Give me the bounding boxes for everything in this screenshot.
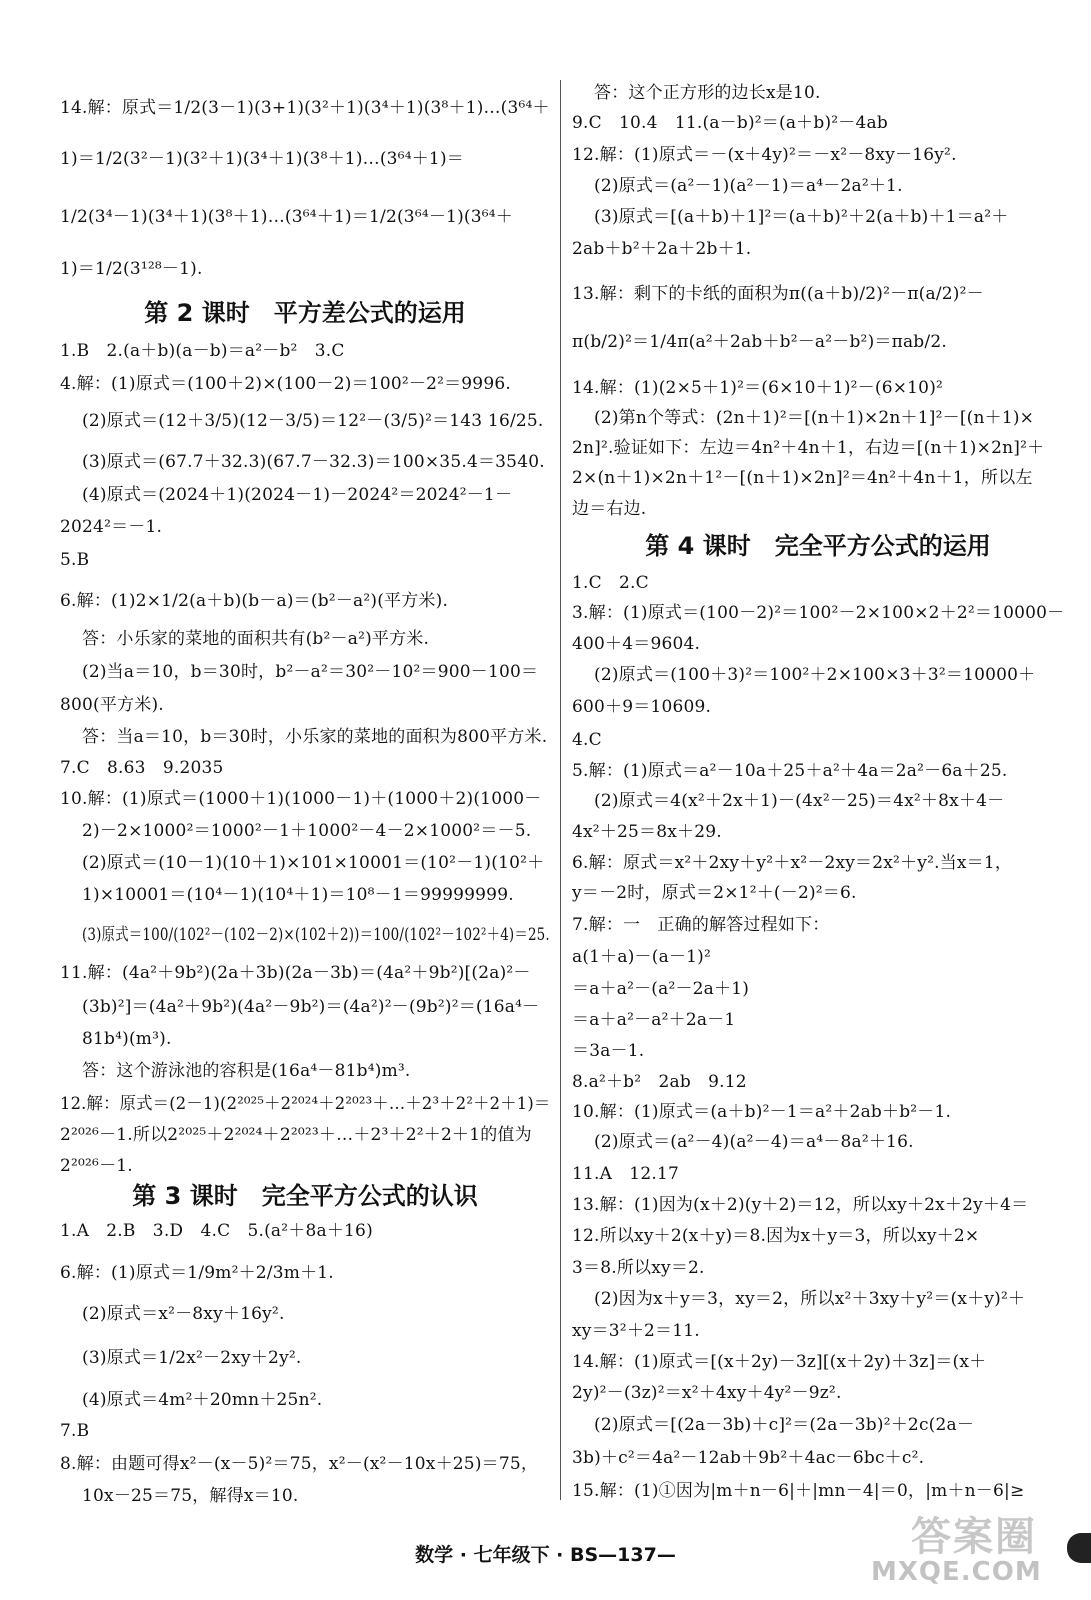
answer-line: 10.解：(1)原式＝(a＋b)²－1＝a²＋2ab＋b²－1. <box>572 1102 952 1122</box>
answer-line: 答：小乐家的菜地的面积共有(b²－a²)平方米. <box>82 629 430 649</box>
watermark-url: MXQE.COM <box>871 1557 1042 1587</box>
answer-line: 4.解：(1)原式＝(100＋2)×(100－2)＝100²－2²＝9996. <box>60 374 511 394</box>
answer-line: 8.解：由题可得x²－(x－5)²＝75，x²－(x²－10x＋25)＝75， <box>60 1454 539 1474</box>
answer-line: 3＝8.所以xy＝2. <box>572 1258 705 1278</box>
answer-line: (2)原式＝[(2a－3b)＋c]²＝(2a－3b)²＋2c(2a－ <box>594 1415 975 1435</box>
watermark <box>871 1505 1061 1595</box>
right-column <box>572 0 1064 1540</box>
answer-line: 8.a²＋b² 2ab 9.12 <box>572 1072 747 1092</box>
answer-line: 81b⁴)(m³). <box>82 1029 172 1049</box>
answer-line: 1.B 2.(a＋b)(a－b)＝a²－b² 3.C <box>60 341 345 361</box>
answer-line: (2)第n个等式：(2n＋1)²＝[(n＋1)×2n＋1]²－[(n＋1)× <box>594 408 1035 428</box>
answer-line: (3)原式＝(67.7＋32.3)(67.7－32.3)＝100×35.4＝3540. <box>82 452 545 472</box>
answer-line: 15.解：(1)①因为|m＋n－6|＋|mn－4|＝0，|m＋n－6|≥ <box>572 1481 1025 1501</box>
answer-line: (2)原式＝(a²－4)(a²－4)＝a⁴－8a²＋16. <box>594 1132 914 1152</box>
answer-line: ＝a＋a²－(a²－2a＋1) <box>572 979 750 999</box>
answer-line: 12.解：原式＝(2－1)(2²⁰²⁵＋2²⁰²⁴＋2²⁰²³＋…＋2³＋2²＋2＋1)＝ <box>60 1094 551 1114</box>
answer-line: 6.解：原式＝x²＋2xy＋y²＋x²－2xy＝2x²＋y².当x＝1， <box>572 853 1013 873</box>
answer-line: ＝a＋a²－a²＋2a－1 <box>572 1010 736 1030</box>
answer-line: 2²⁰²⁶－1. <box>60 1156 133 1176</box>
answer-line: 2024²＝－1. <box>60 517 163 537</box>
answer-line: 2y)²－(3z)²＝x²＋4xy＋4y²－9z². <box>572 1383 842 1403</box>
answer-line: 边＝右边. <box>572 499 647 519</box>
answer-line: 1.C 2.C <box>572 573 649 593</box>
answer-line: 7.C 8.63 9.2035 <box>60 758 224 778</box>
answer-line: 2n]².验证如下：左边＝4n²＋4n＋1，右边＝[(n＋1)×2n]²＋ <box>572 438 1045 458</box>
answer-line: 7.B <box>60 1421 90 1441</box>
corner-tab-icon <box>1067 1533 1091 1563</box>
answer-line: 答：当a＝10，b＝30时，小乐家的菜地的面积为800平方米. <box>82 727 548 747</box>
answer-line: (3b)²]＝(4a²＋9b²)(4a²－9b²)＝(4a²)²－(9b²)²＝(16a⁴－ <box>82 997 540 1017</box>
answer-line: 答：这个游泳池的容积是(16a⁴－81b⁴)m³. <box>82 1061 411 1081</box>
answer-line: 1)×10001＝(10⁴－1)(10⁴＋1)＝10⁸－1＝99999999. <box>82 885 514 905</box>
answer-line: 13.解：(1)因为(x＋2)(y＋2)＝12，所以xy＋2x＋2y＋4＝ <box>572 1195 1029 1215</box>
answer-line: (2)当a＝10，b＝30时，b²－a²＝30²－10²＝900－100＝ <box>82 662 539 682</box>
answer-line: 5.解：(1)原式＝a²－10a＋25＋a²＋4a＝2a²－6a＋25. <box>572 761 1008 781</box>
page-footer: 数学 · 七年级下 · BS—137— <box>415 1544 676 1566</box>
answer-line: 12.解：(1)原式＝－(x＋4y)²＝－x²－8xy－16y². <box>572 145 957 165</box>
answer-line: 2²⁰²⁶－1.所以2²⁰²⁵＋2²⁰²⁴＋2²⁰²³＋…＋2³＋2²＋2＋1的值为 <box>60 1125 532 1145</box>
answer-line: xy＝3²＋2＝11. <box>572 1321 700 1341</box>
answer-line: (2)原式＝(a²－1)(a²－1)＝a⁴－2a²＋1. <box>594 176 903 196</box>
answer-line: 14.解：(1)原式＝[(x＋2y)－3z][(x＋2y)＋3z]＝(x＋ <box>572 1352 987 1372</box>
answer-line: 4.C <box>572 730 602 750</box>
answer-line: 1.A 2.B 3.D 4.C 5.(a²＋8a＋16) <box>60 1221 373 1241</box>
answer-line: (2)原式＝(100＋3)²＝100²＋2×100×3＋3²＝10000＋ <box>594 665 1036 685</box>
answer-line: 400＋4＝9604. <box>572 634 701 654</box>
section-heading-lesson-3: 第 3 课时 完全平方公式的认识 <box>132 1182 478 1210</box>
answer-line: 6.解：(1)2×1/2(a＋b)(b－a)＝(b²－a²)(平方米). <box>60 591 449 611</box>
answer-line: 14.解：原式＝1/2(3－1)(3+1)(3²＋1)(3⁴＋1)(3⁸＋1)…(3⁶⁴＋ <box>60 98 550 118</box>
answer-line: (3)原式＝1/2x²－2xy＋2y². <box>82 1348 302 1368</box>
answer-line: (4)原式＝(2024＋1)(2024－1)－2024²＝2024²－1－ <box>82 485 513 505</box>
answer-line: 5.B <box>60 550 90 570</box>
answer-line: (3)原式＝100/(102²－(102－2)×(102＋2))＝100/(102²－102²＋4)＝25. <box>82 925 550 945</box>
answer-line: (2)原式＝(12＋3/5)(12－3/5)＝12²－(3/5)²＝143 16/25. <box>82 411 544 431</box>
answer-line: (4)原式＝4m²＋20mn＋25n². <box>82 1390 323 1410</box>
answer-line: 600＋9＝10609. <box>572 697 712 717</box>
answer-line: y＝－2时，原式＝2×1²＋(－2)²＝6. <box>572 883 857 903</box>
answer-line: 1)＝1/2(3¹²⁸－1). <box>60 259 203 279</box>
answer-line: 13.解：剩下的卡纸的面积为π((a＋b)/2)²－π(a/2)²－ <box>572 284 984 304</box>
answer-line: 1/2(3⁴－1)(3⁴＋1)(3⁸＋1)…(3⁶⁴＋1)＝1/2(3⁶⁴－1)(3⁶⁴＋ <box>60 207 513 227</box>
answer-line: (2)原式＝4(x²＋2x＋1)－(4x²－25)＝4x²＋8x＋4－ <box>594 791 1005 811</box>
answer-line: 4x²＋25＝8x＋29. <box>572 822 722 842</box>
watermark-logo: 答案圈 <box>911 1514 1037 1560</box>
answer-line: 11.A 12.17 <box>572 1164 679 1184</box>
answer-line: 答：这个正方形的边长x是10. <box>594 83 821 103</box>
answer-line: 2×(n＋1)×2n＋1²－[(n＋1)×2n]²＝4n²＋4n＋1，所以左 <box>572 468 1033 488</box>
answer-line: (3)原式＝[(a＋b)＋1]²＝(a＋b)²＋2(a＋b)＋1＝a²＋ <box>594 207 1009 227</box>
answer-line: 14.解：(1)(2×5＋1)²＝(6×10＋1)²－(6×10)² <box>572 378 944 398</box>
column-divider <box>560 80 561 1500</box>
answer-line: 3b)＋c²＝4a²－12ab＋9b²＋4ac－6bc＋c². <box>572 1448 925 1468</box>
answer-line: 2)－2×1000²＝1000²－1＋1000²－4－2×1000²＝－5. <box>82 821 532 841</box>
answer-line: 10x－25＝75，解得x＝10. <box>82 1486 299 1506</box>
answer-line: 9.C 10.4 11.(a－b)²＝(a＋b)²－4ab <box>572 113 888 133</box>
answer-line: 11.解：(4a²＋9b²)(2a＋3b)(2a－3b)＝(4a²＋9b²)[(2a)²－ <box>60 963 531 983</box>
answer-line: 12.所以xy＋2(x＋y)＝8.因为x＋y＝3，所以xy＋2× <box>572 1226 980 1246</box>
answer-line: ＝3a－1. <box>572 1041 645 1061</box>
answer-line: 2ab＋b²＋2a＋2b＋1. <box>572 239 752 259</box>
answer-line: π(b/2)²＝1/4π(a²＋2ab＋b²－a²－b²)＝πab/2. <box>572 332 947 352</box>
answer-line: 7.解：一 正确的解答过程如下： <box>572 915 830 935</box>
section-heading-lesson-2: 第 2 课时 平方差公式的运用 <box>144 299 466 327</box>
answer-line: 3.解：(1)原式＝(100－2)²＝100²－2×100×2＋2²＝10000－ <box>572 603 1065 623</box>
section-heading-lesson-4: 第 4 课时 完全平方公式的运用 <box>645 532 991 560</box>
answer-line: (2)原式＝(10－1)(10＋1)×101×10001＝(10²－1)(10²＋ <box>82 853 545 873</box>
answer-line: 6.解：(1)原式＝1/9m²＋2/3m＋1. <box>60 1263 334 1283</box>
answer-line: a(1＋a)－(a－1)² <box>572 947 711 967</box>
answer-line: 1)＝1/2(3²－1)(3²＋1)(3⁴＋1)(3⁸＋1)…(3⁶⁴＋1)＝ <box>60 149 464 169</box>
answer-line: 10.解：(1)原式＝(1000＋1)(1000－1)＋(1000＋2)(1000－ <box>60 789 542 809</box>
answer-line: (2)因为x＋y＝3，xy＝2，所以x²＋3xy＋y²＝(x＋y)²＋ <box>594 1289 1026 1309</box>
answer-line: 800(平方米). <box>60 695 164 715</box>
left-column <box>60 0 550 1540</box>
answer-line: (2)原式＝x²－8xy＋16y². <box>82 1304 285 1324</box>
